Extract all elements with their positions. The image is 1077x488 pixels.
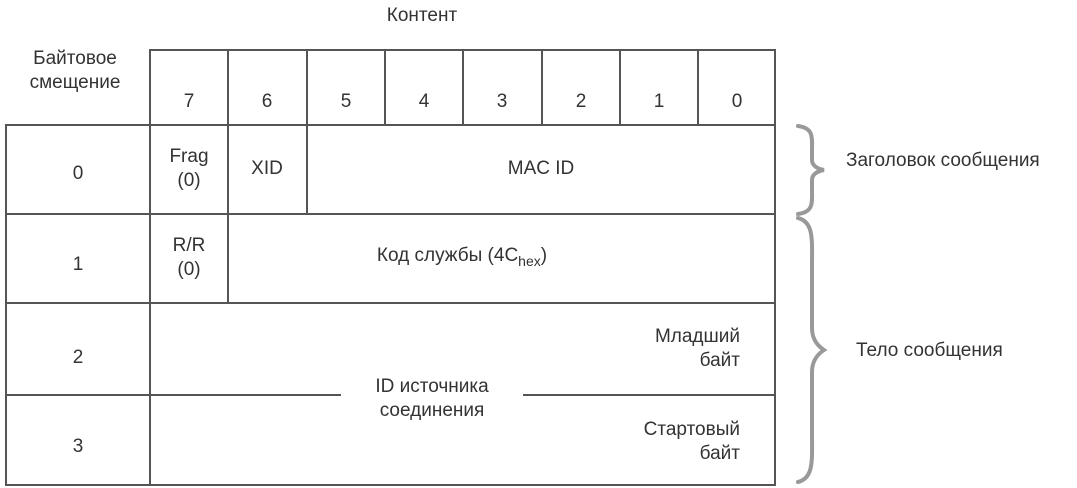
bit-column-6: 6 xyxy=(261,91,273,112)
grid-line xyxy=(227,49,229,126)
grid-line xyxy=(523,394,776,396)
start-byte-label-line2: байт xyxy=(699,443,740,464)
mac-id-field: MAC ID xyxy=(507,158,575,179)
grid-line xyxy=(462,49,464,126)
grid-line xyxy=(5,213,776,215)
grid-line xyxy=(774,49,776,486)
xid-field: XID xyxy=(251,158,283,179)
grid-line xyxy=(384,49,386,126)
byte-offset-label-line1: Байтовое xyxy=(33,48,117,69)
row-offset-0: 0 xyxy=(72,163,84,184)
row-offset-1: 1 xyxy=(72,254,84,275)
service-code-subscript: hex xyxy=(518,253,541,269)
low-byte-label-line1: Младший xyxy=(654,326,740,347)
connection-id-line1: ID источника xyxy=(375,376,489,397)
bit-column-7: 7 xyxy=(183,91,195,112)
row-offset-3: 3 xyxy=(72,436,84,457)
service-code-close: ) xyxy=(540,245,548,266)
rr-field-line1: R/R xyxy=(172,235,206,256)
grid-line xyxy=(149,394,341,396)
low-byte-label xyxy=(560,325,740,373)
byte-offset-label xyxy=(0,47,150,95)
grid-line xyxy=(5,302,776,304)
start-byte-label xyxy=(560,418,740,466)
grid-line xyxy=(5,484,776,486)
frag-field-line2: (0) xyxy=(177,170,201,191)
body-brace xyxy=(790,216,835,484)
header-brace xyxy=(790,124,835,216)
bit-column-4: 4 xyxy=(418,91,430,112)
service-code-text: Код службы (4C xyxy=(376,245,519,266)
bit-column-5: 5 xyxy=(340,91,352,112)
byte-offset-label-line2: смещение xyxy=(29,72,121,93)
connection-id-field xyxy=(322,375,542,423)
grid-line xyxy=(5,124,776,126)
grid-line xyxy=(306,49,308,126)
grid-line xyxy=(619,49,621,126)
grid-line xyxy=(697,49,699,126)
bit-column-0: 0 xyxy=(731,91,743,112)
rr-field xyxy=(150,234,228,282)
service-code-field xyxy=(228,244,696,268)
start-byte-label-line1: Стартовый xyxy=(643,419,740,440)
frag-field xyxy=(150,145,228,193)
rr-field-line2: (0) xyxy=(177,259,201,280)
grid-line xyxy=(5,394,150,396)
content-label: Контент xyxy=(386,5,458,26)
connection-id-line2: соединения xyxy=(379,400,485,421)
row-offset-2: 2 xyxy=(72,347,84,368)
low-byte-label-line2: байт xyxy=(699,350,740,371)
bit-column-1: 1 xyxy=(653,91,665,112)
bit-column-2: 2 xyxy=(575,91,587,112)
grid-line xyxy=(541,49,543,126)
body-annotation: Тело сообщения xyxy=(856,340,1003,361)
bit-column-3: 3 xyxy=(496,91,508,112)
header-annotation: Заголовок сообщения xyxy=(846,150,1040,171)
frag-field-line1: Frag xyxy=(169,146,209,167)
